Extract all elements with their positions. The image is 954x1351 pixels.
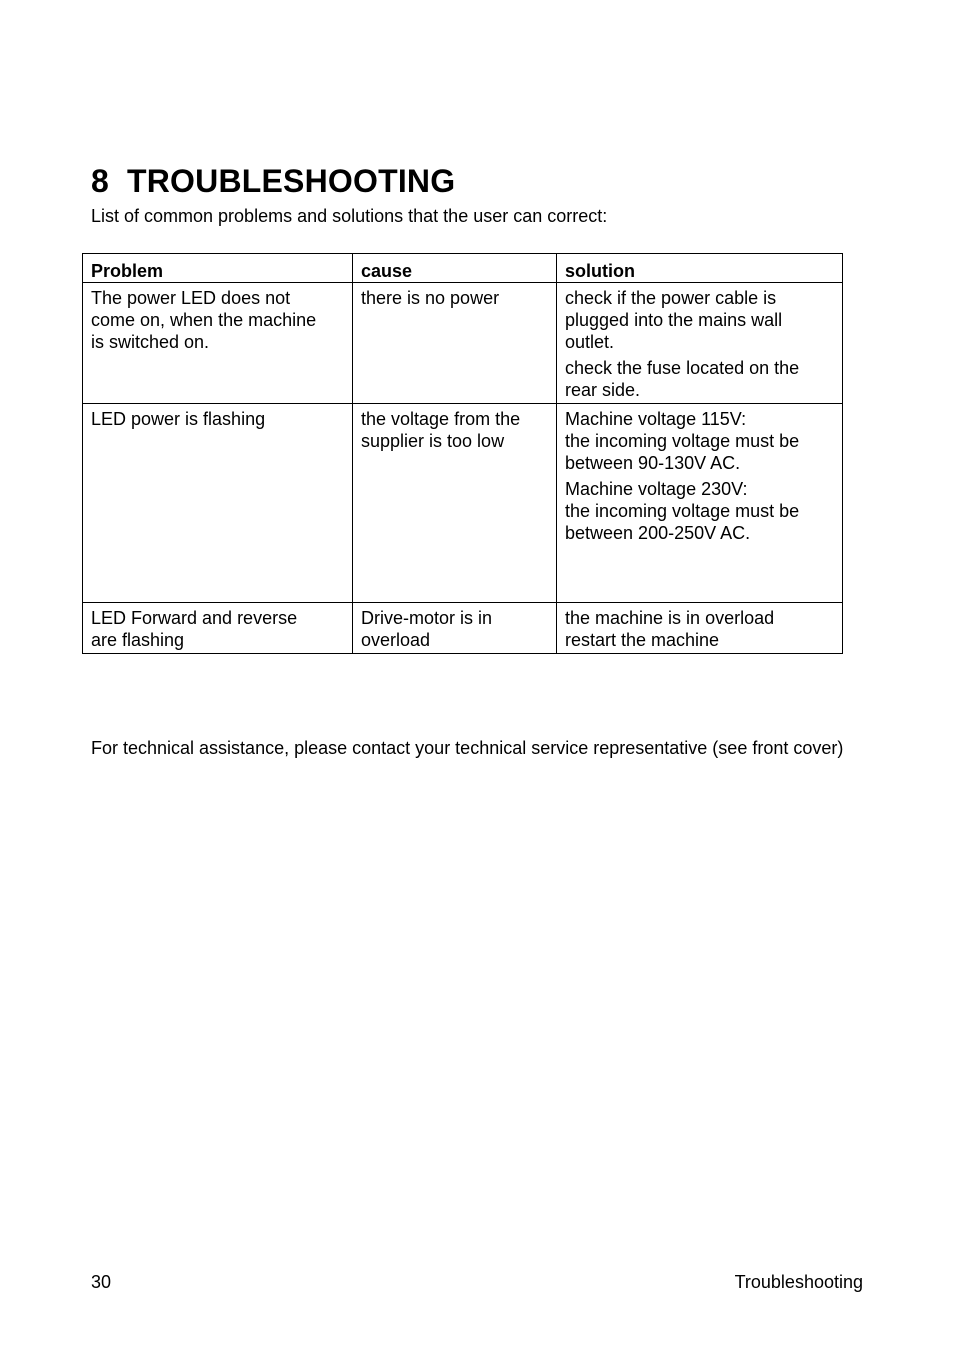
solution-line: check the fuse located on the [565,358,800,378]
solution-cell [557,603,843,654]
cause-cell [353,283,557,404]
problem-line: LED Forward and reverse [91,608,298,628]
solution-line: between 90-130V AC. [565,453,741,473]
solution-line: plugged into the mains wall [565,310,783,330]
solution-line: between 200-250V AC. [565,523,751,543]
solution-line: outlet. [565,332,615,352]
section-title: TROUBLESHOOTING [127,163,456,199]
solution-paragraph [565,607,834,651]
header-solution: solution [557,254,843,283]
solution-line: restart the machine [565,630,720,650]
footer-section-name: Troubleshooting [734,1272,863,1292]
solution-line: the machine is in overload [565,608,775,628]
header-cause: cause [353,254,557,283]
cause-cell [353,404,557,603]
problem-line: is switched on. [91,332,210,352]
problem-line: LED power is flashing [91,409,266,429]
solution-line: the incoming voltage must be [565,431,800,451]
solution-paragraph [565,357,834,401]
solution-cell [557,404,843,603]
solution-cell [557,283,843,404]
section-heading [91,161,455,201]
solution-paragraph [565,408,834,474]
page-number: 30 [91,1272,112,1292]
problem-line: The power LED does not [91,288,291,308]
table-header-row [83,254,843,283]
solution-line: Machine voltage 115V: [565,409,747,429]
problem-line: come on, when the machine [91,310,317,330]
problem-cell [83,283,353,404]
table-row [83,283,843,404]
section-number: 8 [91,163,109,199]
table-row [83,603,843,654]
solution-paragraph [565,287,834,353]
table-row [83,404,843,603]
solution-line: check if the power cable is [565,288,777,308]
troubleshooting-table [82,253,843,654]
cause-line: Drive-motor is in [361,608,493,628]
cause-line: supplier is too low [361,431,505,451]
solution-line: Machine voltage 230V: [565,479,748,499]
assistance-note: For technical assistance, please contact your technical service representative (see front cover) [91,738,844,758]
solution-line: rear side. [565,380,641,400]
header-problem: Problem [83,254,353,283]
cause-line: there is no power [361,288,500,308]
problem-cell [83,404,353,603]
intro-text: List of common problems and solutions that the user can correct: [91,206,608,226]
cause-cell [353,603,557,654]
solution-line: the incoming voltage must be [565,501,800,521]
problem-line: are flashing [91,630,185,650]
cause-line: overload [361,630,431,650]
problem-cell [83,603,353,654]
cause-line: the voltage from the [361,409,521,429]
solution-paragraph [565,478,834,544]
